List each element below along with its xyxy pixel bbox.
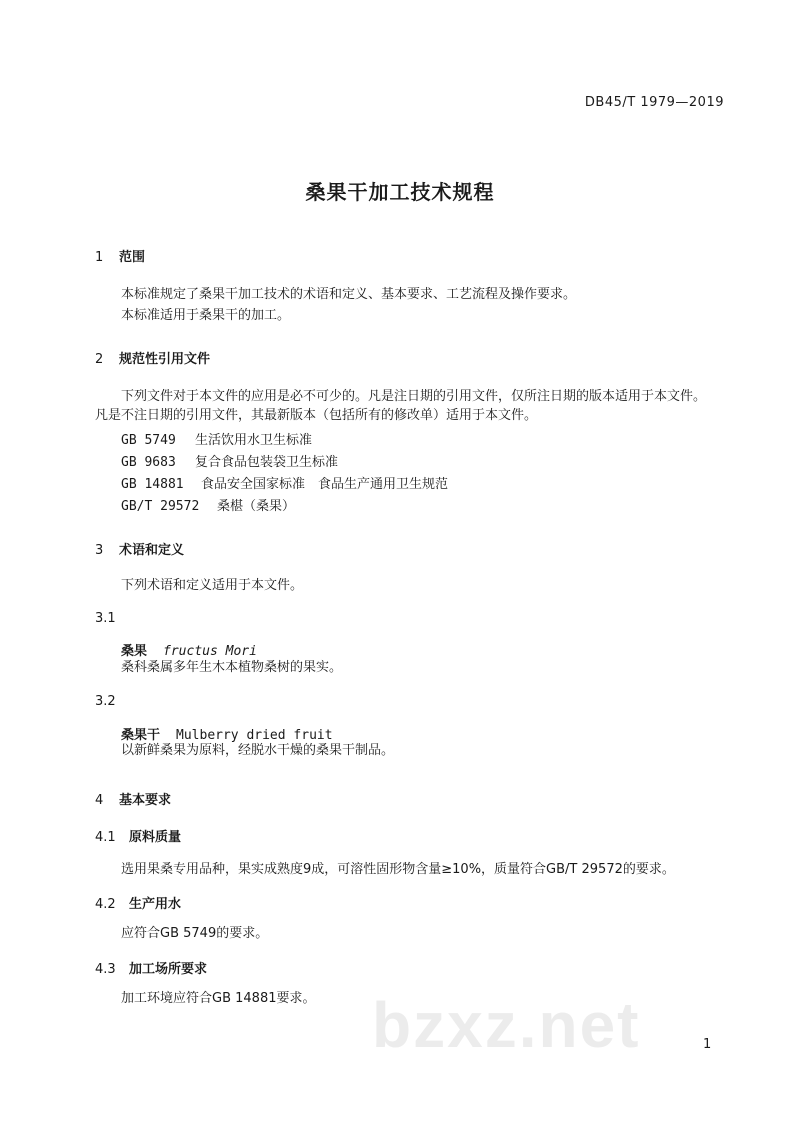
reference-item [121,477,448,493]
subsection-number: 4.2 [95,897,116,912]
section-number: 4 [95,793,104,808]
term-english: fructus Mori [163,644,257,659]
term-chinese: 桑果干 [121,728,161,743]
term-chinese: 桑果 [121,644,148,659]
section-2-heading [95,348,210,367]
reference-item [121,455,338,471]
watermark: bzxz.net [372,989,641,1061]
subsection-title: 生产用水 [129,897,182,912]
subsection-title: 加工场所要求 [129,962,208,977]
reference-name: 食品安全国家标准 食品生产通用卫生规范 [201,477,449,492]
subsection-number: 4.1 [95,830,116,845]
term-number: 3.2 [95,694,116,709]
reference-code: GB 14881 [121,477,184,492]
term-english: Mulberry dried fruit [176,728,333,743]
section-number: 1 [95,250,104,265]
reference-code: GB/T 29572 [121,499,200,514]
section-3-heading [95,539,184,558]
term-definition: 桑科桑属多年生木本植物桑树的果实。 [121,660,343,675]
paragraph: 下列文件对于本文件的应用是必不可少的。凡是注日期的引用文件，仅所注日期的版本适用于本文件。凡是不注日期的引用文件，其最新版本（包括所有的修改单）适用于本文件。 [95,389,707,423]
page-number: 1 [703,1037,712,1052]
subsection-title: 原料质量 [129,830,182,845]
reference-code: GB 9683 [121,455,176,470]
subsection-number: 4.3 [95,962,116,977]
section-1-heading [95,246,145,265]
reference-code: GB 5749 [121,433,176,448]
term-heading [121,724,333,743]
section-title: 范围 [119,250,146,265]
section-title: 术语和定义 [119,543,185,558]
document-code: DB45/T 1979—2019 [584,95,724,110]
subsection-heading [95,893,181,912]
term-number: 3.1 [95,611,116,626]
document-title: 桑果干加工技术规程 [305,180,495,204]
paragraph: 应符合GB 5749的要求。 [121,926,269,941]
section-4-heading [95,789,171,808]
reference-name: 生活饮用水卫生标准 [195,433,313,448]
paragraph: 加工环境应符合GB 14881要求。 [121,991,316,1006]
term-definition: 以新鲜桑果为原料，经脱水干燥的桑果干制品。 [121,743,395,758]
paragraph: 本标准适用于桑果干的加工。 [121,308,291,323]
paragraph: 选用果桑专用品种，果实成熟度9成，可溶性固形物含量≥10%，质量符合GB/T 29572的要求。 [121,862,675,877]
reference-item [121,499,295,515]
reference-name: 桑椹（桑果） [217,499,296,514]
paragraph: 下列术语和定义适用于本文件。 [121,578,304,593]
subsection-heading [95,958,207,977]
reference-item [121,433,312,449]
reference-name: 复合食品包装袋卫生标准 [195,455,339,470]
section-title: 基本要求 [119,793,172,808]
section-number: 2 [95,352,104,367]
term-heading [121,640,257,659]
subsection-heading [95,826,181,845]
paragraph: 本标准规定了桑果干加工技术的术语和定义、基本要求、工艺流程及操作要求。 [121,287,577,302]
section-title: 规范性引用文件 [119,352,211,367]
section-number: 3 [95,543,104,558]
